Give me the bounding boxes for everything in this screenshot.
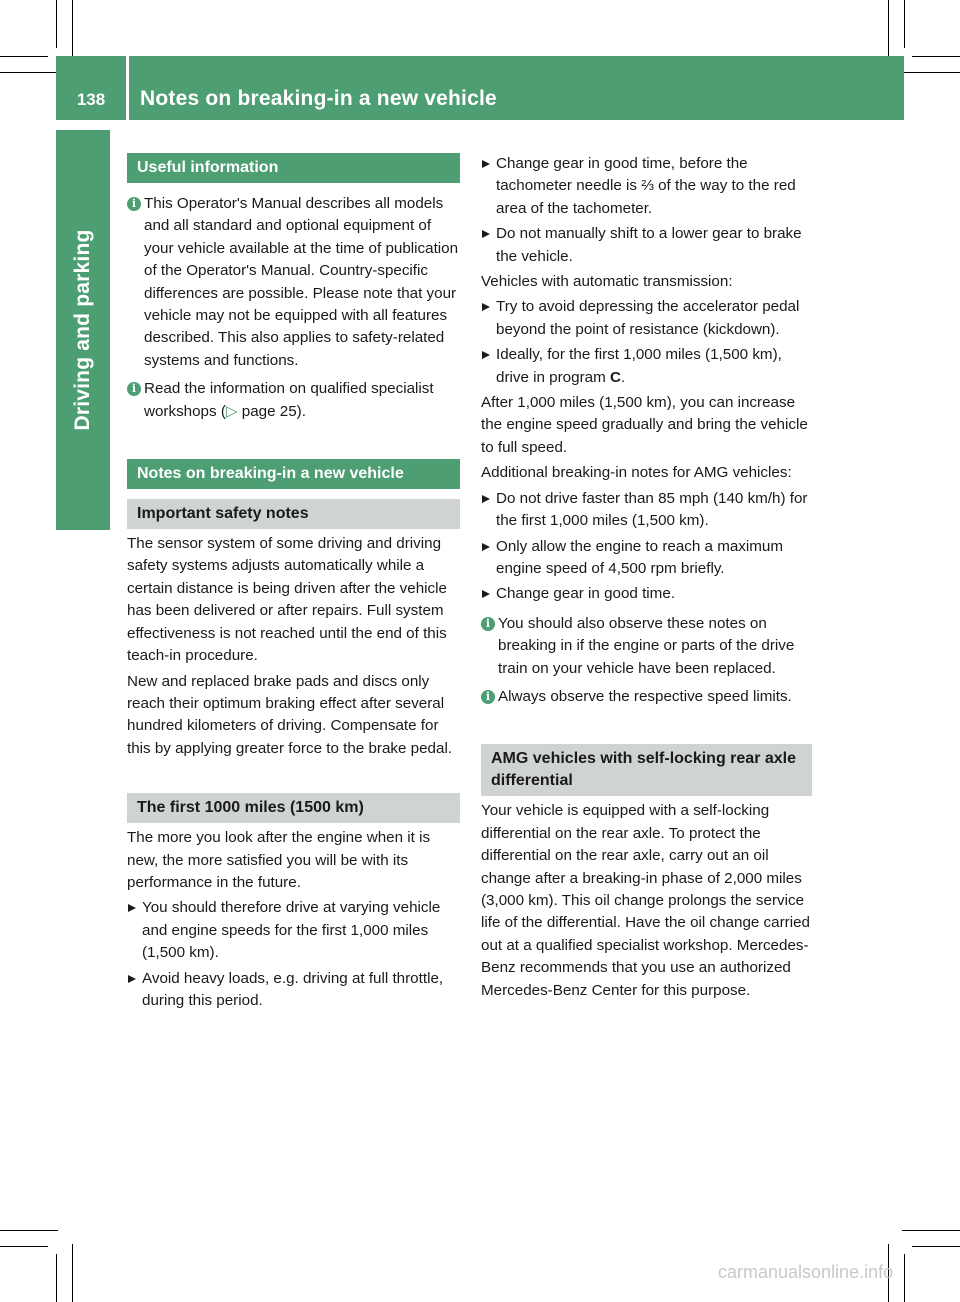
- info-icon: i: [127, 382, 141, 396]
- crop-mark: [904, 0, 905, 48]
- info-icon: i: [481, 617, 495, 631]
- info-icon: i: [127, 197, 141, 211]
- info-note: i Always observe the respective speed limits.: [481, 686, 812, 708]
- list-item: You should therefore drive at varying vehicle and engine speeds for the first 1,000 miles (1,500 km).: [127, 897, 460, 964]
- crop-mark: [0, 72, 58, 73]
- crop-mark: [904, 1254, 905, 1302]
- left-column: [127, 153, 460, 1015]
- crop-mark: [72, 0, 73, 58]
- paragraph: After 1,000 miles (1,500 km), you can increase the engine speed gradually and bring the vehicle to full speed.: [481, 394, 808, 456]
- crop-mark: [56, 0, 57, 48]
- list-item: Avoid heavy loads, e.g. driving at full throttle, during this period.: [127, 968, 460, 1013]
- crop-mark: [888, 0, 889, 58]
- paragraph: The more you look after the engine when it is new, the more satisfied you will be with its performance in the future.: [127, 829, 431, 891]
- crop-mark: [902, 1230, 960, 1231]
- list-item: Change gear in good time.: [481, 583, 812, 605]
- paragraph: The sensor system of some driving and driving safety systems adjusts automatically while a certain distance is being driven after the vehicle has been delivered or after repairs. Full system effectiveness is not reached until the end of this teach-in procedure.: [127, 535, 447, 665]
- safety-notes-heading: Important safety notes: [127, 499, 460, 529]
- watermark: carmanualsonline.info: [718, 1262, 894, 1282]
- list-item: Do not manually shift to a lower gear to brake the vehicle.: [481, 223, 812, 268]
- useful-info-heading: Useful information: [127, 153, 460, 183]
- header-separator: [126, 56, 129, 120]
- list-item: Only allow the engine to reach a maximum engine speed of 4,500 rpm briefly.: [481, 536, 812, 581]
- paragraph: Vehicles with automatic transmission:: [481, 273, 733, 291]
- crop-mark: [912, 56, 960, 57]
- amg-differential-heading: AMG vehicles with self-locking rear axle differential: [481, 744, 812, 796]
- list-item: Change gear in good time, before the tachometer needle is ⅔ of the way to the red area of the tachometer.: [481, 153, 812, 220]
- page-number: 138: [76, 90, 106, 109]
- chapter-tab-label: Driving and parking: [71, 229, 94, 431]
- paragraph: Additional breaking-in notes for AMG vehicles:: [481, 464, 792, 482]
- crop-mark: [0, 1230, 58, 1231]
- page-title: Notes on breaking-in a new vehicle: [140, 87, 497, 110]
- info-icon: i: [481, 690, 495, 704]
- crop-mark: [902, 72, 960, 73]
- section-heading: Notes on breaking-in a new vehicle: [127, 459, 460, 489]
- info-note: i You should also observe these notes on breaking in if the engine or parts of the drive train on your vehicle have been replaced.: [481, 613, 812, 680]
- page-reference-arrow-icon: ▷: [225, 402, 238, 420]
- crop-mark: [72, 1244, 73, 1302]
- paragraph: Your vehicle is equipped with a self-locking differential on the rear axle. To protect the differential on the rear axle, carry out an oil change after a breaking-in phase of 2,000 miles (3,000 km). This oil change prolongs the service life of the differential. Have the oil change carried out at a qualified specialist workshop. Mercedes-Benz recommends that you use an authorized Mercedes-Benz Center for this purpose.: [481, 802, 810, 999]
- crop-mark: [0, 1246, 48, 1247]
- paragraph: New and replaced brake pads and discs only reach their optimum braking effect after several hundred kilometers of driving. Compensate for this by applying greater force to the brake pedal.: [127, 672, 453, 757]
- right-column: [481, 153, 812, 1005]
- info-note: i This Operator's Manual describes all models and all standard and optional equipment of your vehicle available at the time of publication of the Operator's Manual. Country-specific differences are possible. Please note that your vehicle may not be equipped with all features described. This also applies to safety-related systems and functions.: [127, 193, 460, 372]
- list-item: Try to avoid depressing the accelerator pedal beyond the point of resistance (kickdown).: [481, 296, 812, 341]
- list-item: Do not drive faster than 85 mph (140 km/h) for the first 1,000 miles (1,500 km).: [481, 488, 812, 533]
- list-item: Ideally, for the first 1,000 miles (1,500 km), drive in program C.: [481, 344, 812, 389]
- chapter-tab: [56, 130, 110, 530]
- crop-mark: [56, 1254, 57, 1302]
- crop-mark: [0, 56, 48, 57]
- first-miles-heading: The first 1000 miles (1500 km): [127, 793, 460, 823]
- info-note: i Read the information on qualified specialist workshops (▷ page 25).: [127, 378, 460, 423]
- crop-mark: [912, 1246, 960, 1247]
